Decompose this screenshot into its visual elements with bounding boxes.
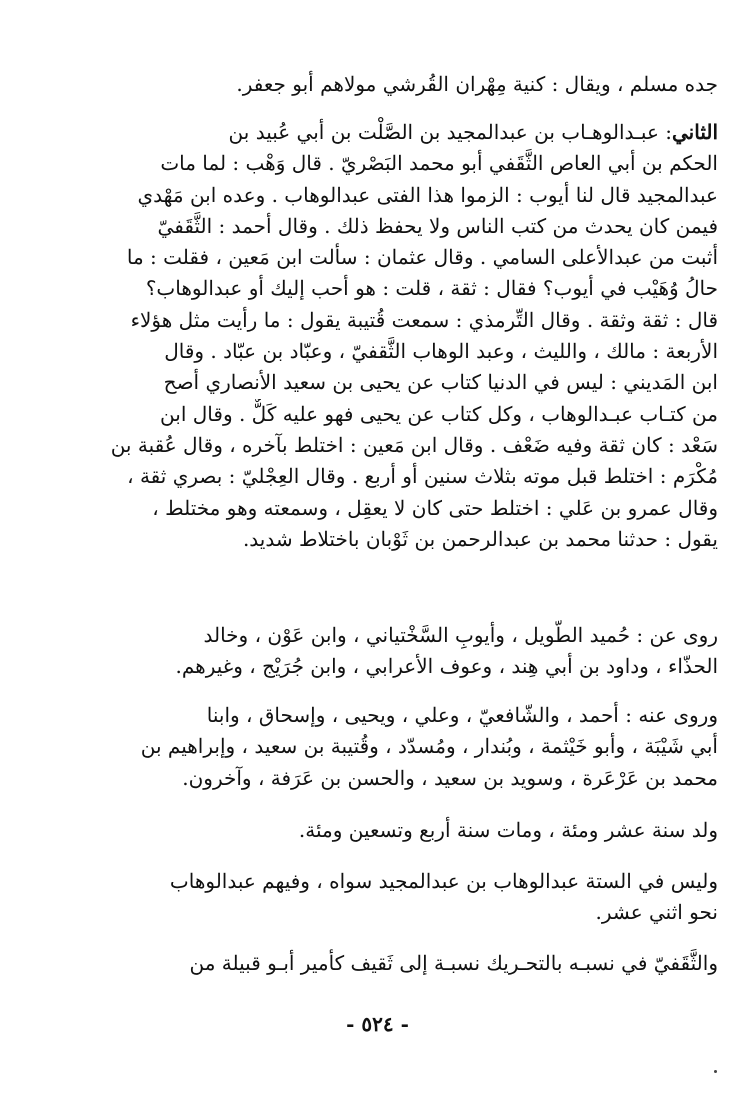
- text-line: وليس في الستة عبدالوهاب بن عبدالمجيد سواه ، وفيهم عبدالوهاب: [169, 869, 718, 893]
- text-line: يقول : حدثنا محمد بن عبدالرحمن بن ثَوْبان باختلاط شديد.: [242, 526, 718, 551]
- text-line: ابن المَديني : ليس في الدنيا كتاب عن يحيى بن سعيد الأنصاري أصح: [163, 370, 718, 395]
- text-line: روى عن : حُميد الطَّويل ، وأيوبِ السَّخْتياني ، وابن عَوْن ، وخالد: [203, 623, 718, 647]
- text-line: عبدالمجيد قال لنا أيوب : الزموا هذا الفتى عبدالوهاب . وعده ابن مَهْدي: [137, 182, 718, 207]
- text-line: والثَّقَفيّ في نسبـه بالتحـريك نسبـة إلى ثَقيف كأمير أبـو قبيلة من: [189, 951, 718, 975]
- text-line: سَعْد : كان ثقة وفيه ضَعْف . وقال ابن مَعين : اختلط بآخره ، وقال عُقبة بن: [110, 432, 718, 457]
- text-line: وقال عمرو بن عَلي : اختلط حتى كان لا يعقِل ، وسمعته وهو مختلط ،: [152, 495, 718, 520]
- paragraph-intro: [30, 69, 718, 100]
- text-line: فيمن كان يحدث من كتب الناس ولا يحفظ ذلك . وقال أحمد : الثَّقَفيّ: [157, 213, 718, 238]
- text-line: الحكم بن أبي العاص الثَّقَفي أبو محمد البَصْريّ . قال وَهْب : لما مات: [160, 151, 718, 176]
- text-line: نحو اثني عشر.: [595, 900, 718, 925]
- paragraph-nisba: [30, 948, 718, 979]
- paragraph-entry: [30, 117, 718, 555]
- text-line: أبي شَيْبَة ، وأبو خَيْثمة ، وبُندار ، ومُسدّد ، وقُتيبة بن سعيد ، وإبراهيم بن: [140, 734, 718, 759]
- paragraph-narrated-by: [30, 700, 718, 794]
- text-line: [30, 117, 718, 148]
- text-line: وروى عنه : أحمد ، والشّافعيّ ، وعلي ، ويحيى ، وإسحاق ، وابنا: [206, 703, 718, 727]
- entry-first-line: : عبـدالوهـاب بن عبدالمجيد بن الصَّلْت بن أبي عُبيد بن: [228, 120, 672, 144]
- text-line: حالُ وُهَيْب في أيوب؟ فقال : ثقة ، قلت : هو أحب إليك أو عبدالوهاب؟: [145, 276, 718, 301]
- paragraph-narrated-from: [30, 620, 718, 683]
- text-line: أثبت من عبدالأعلى السامي . وقال عثمان : سألت ابن مَعين ، فقلت : ما: [126, 245, 718, 270]
- page-number: - ٥٢٤ -: [346, 1012, 409, 1036]
- text-line: الأربعة : مالك ، والليث ، وعبد الوهاب الثَّقفيّ ، وعبّاد بن عبّاد . وقال: [164, 339, 718, 364]
- text-line: ولد سنة عشر ومئة ، ومات سنة أربع وتسعين ومئة.: [298, 818, 718, 842]
- text-line: مُكْرَم : اختلط قبل موته بثلاث سنين أو أربع . وقال العِجْليّ : بصري ثقة ،: [127, 464, 718, 489]
- paragraph-birth-death: [30, 815, 718, 846]
- scan-speck: [714, 1070, 717, 1073]
- entry-label: الثاني: [671, 120, 718, 144]
- text-line: قال : ثقة وثقة . وقال التِّرمذي : سمعت قُتيبة يقول : ما رأيت مثل هؤلاء: [130, 307, 718, 332]
- text-line: الحذّاء ، وداود بن أبي هِند ، وعوف الأعرابي ، وابن جُرَيْج ، وغيرهم.: [175, 654, 718, 679]
- text-line: من كتـاب عبـدالوهاب ، وكل كتاب عن يحيى فهو عليه كَلٌّ . وقال ابن: [160, 401, 718, 426]
- text-line: محمد بن عَرْعَرة ، وسويد بن سعيد ، والحسن بن عَرَفة ، وآخرون.: [182, 765, 718, 790]
- paragraph-six-books: [30, 866, 718, 929]
- text-line: جده مسلم ، ويقال : كنية مِهْران القُرشي مولاهم أبو جعفر.: [236, 72, 718, 96]
